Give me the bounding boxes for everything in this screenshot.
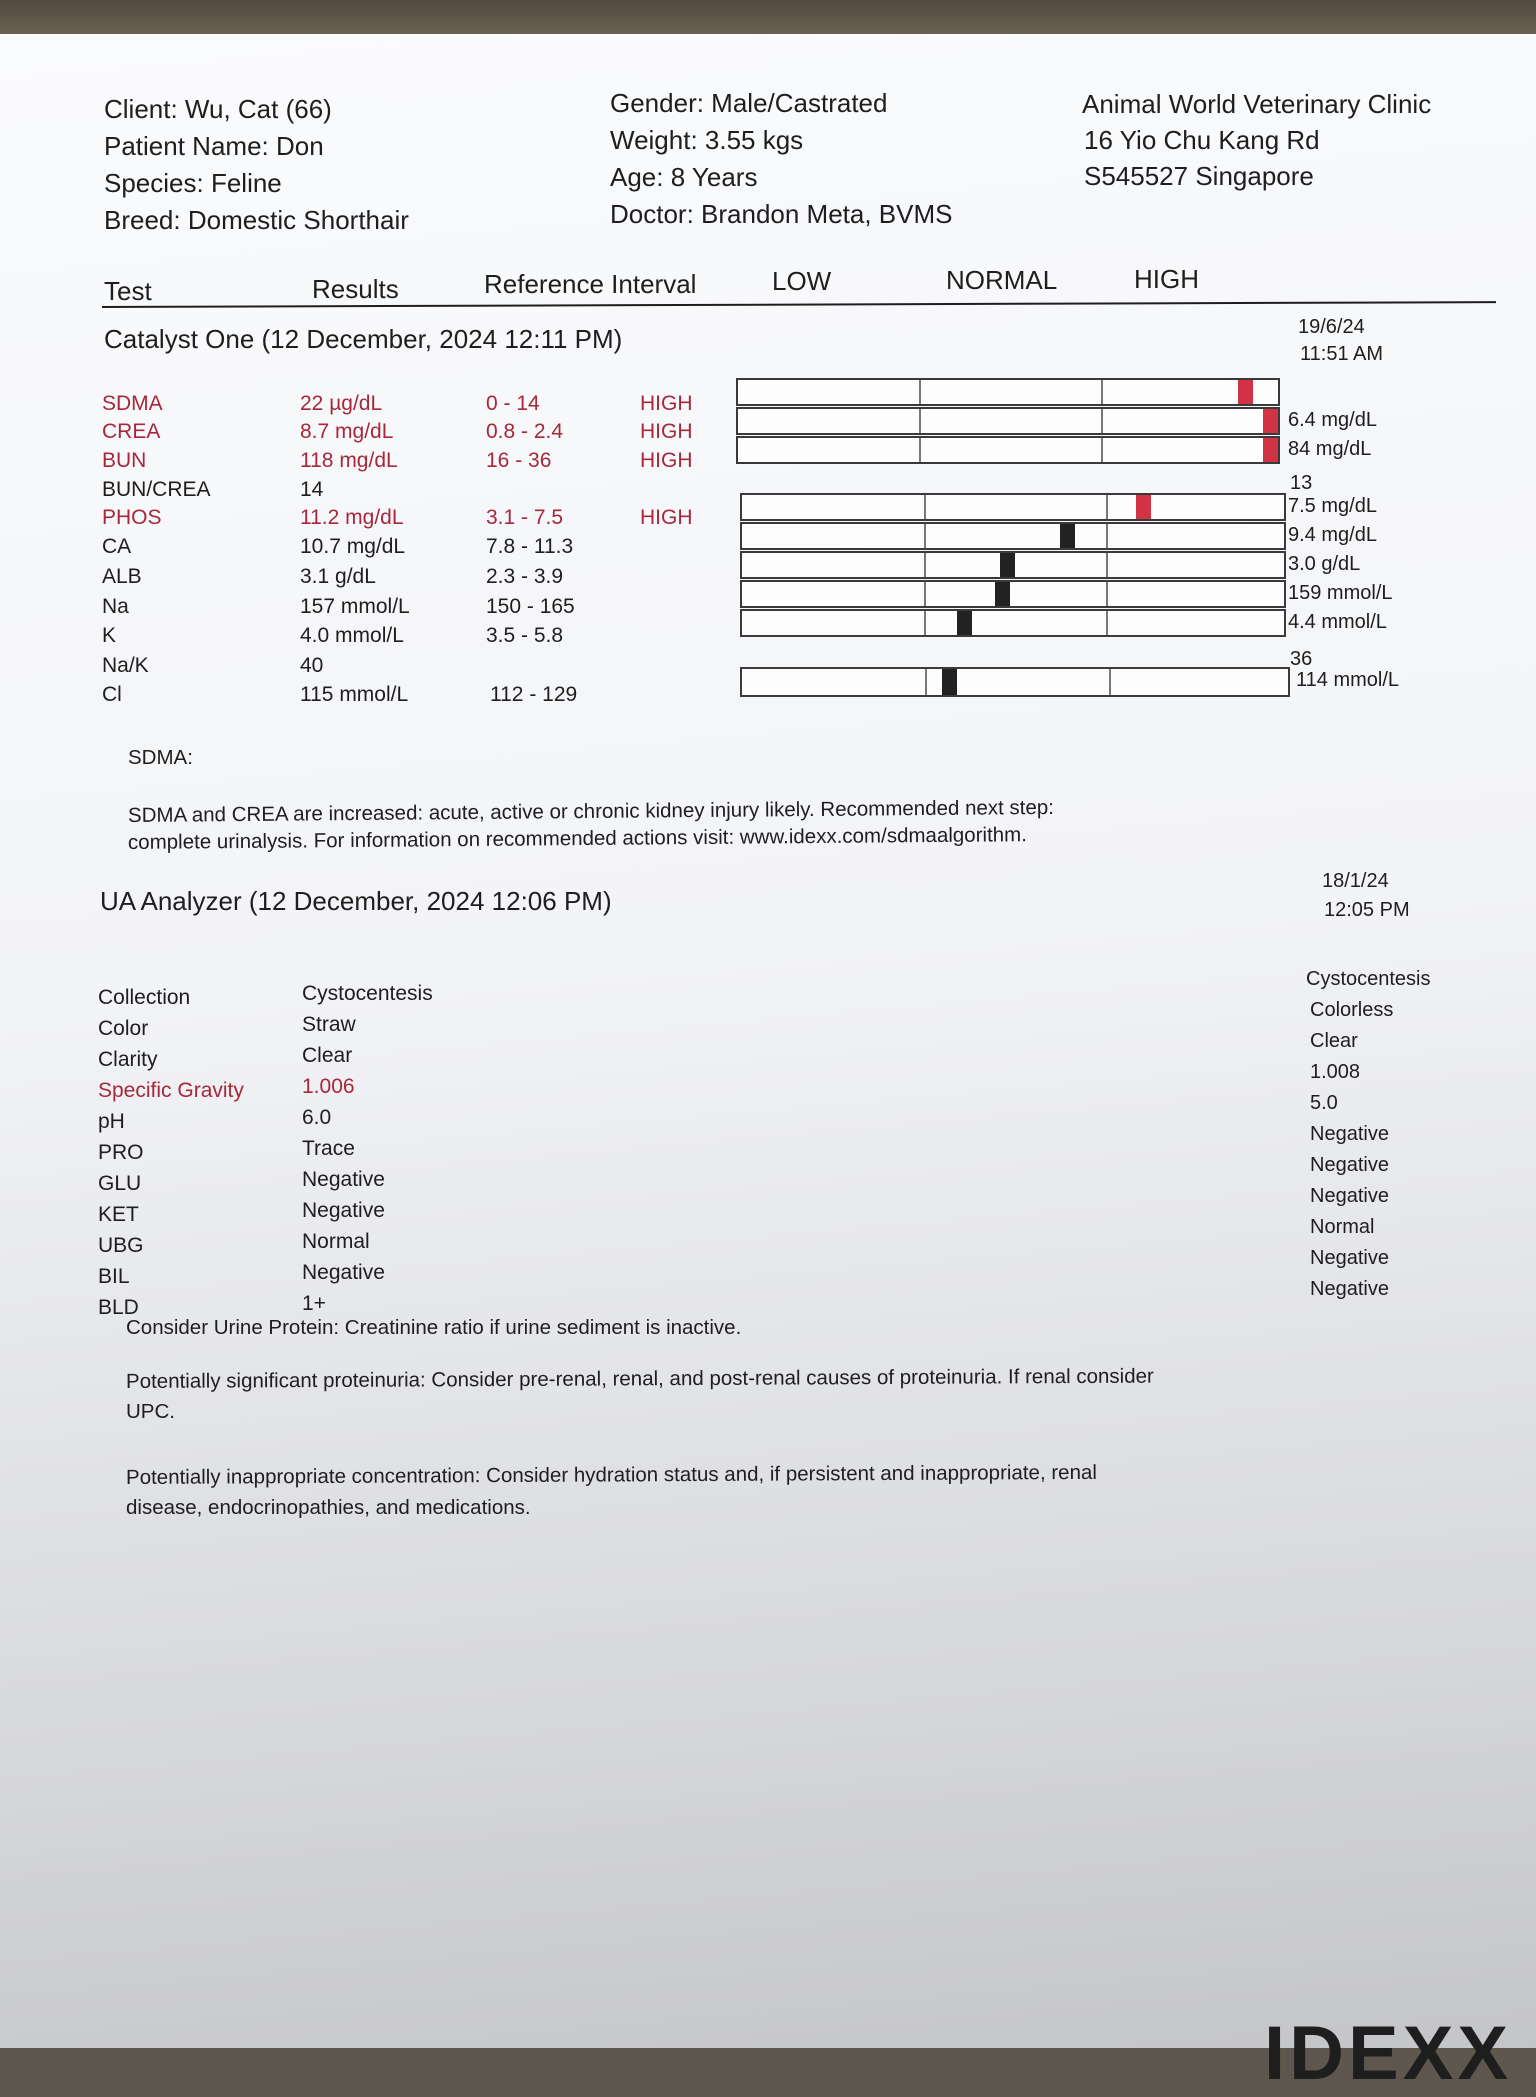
chem-previous-value: 6.4 mg/dL bbox=[1288, 409, 1377, 431]
chem-result-value: 118 mg/dL bbox=[300, 449, 398, 472]
ua-previous-value: Normal bbox=[1310, 1216, 1375, 1238]
chem-result-value: 11.2 mg/dL bbox=[300, 506, 404, 529]
chem-test-name: BUN/CREA bbox=[102, 478, 211, 501]
chem-range-bar bbox=[736, 436, 1280, 464]
range-bar-marker bbox=[957, 611, 972, 635]
chem-flag: HIGH bbox=[640, 392, 693, 415]
chem-range-bar bbox=[740, 522, 1286, 550]
chem-test-name: CA bbox=[102, 535, 132, 558]
chem-previous-value: 9.4 mg/dL bbox=[1288, 524, 1377, 546]
header-high: HIGH bbox=[1134, 264, 1199, 294]
breed-line: Breed: Domestic Shorthair bbox=[104, 205, 409, 235]
clinic-name: Animal World Veterinary Clinic bbox=[1082, 89, 1432, 119]
ua-note-3-line-2: disease, endocrinopathies, and medications. bbox=[126, 1496, 531, 1519]
urinalysis-prev-date: 18/1/24 bbox=[1322, 870, 1389, 892]
header-test: Test bbox=[104, 276, 152, 306]
ua-test-name: Specific Gravity bbox=[98, 1079, 244, 1102]
chem-result-value: 8.7 mg/dL bbox=[300, 420, 394, 443]
ua-result-value: Normal bbox=[302, 1230, 370, 1253]
ua-previous-value: Cystocentesis bbox=[1306, 968, 1431, 990]
comment-line-2: complete urinalysis. For information on recommended actions visit: www.idexx.com/sdmaalgorithm. bbox=[127, 823, 1027, 854]
ua-test-name: Collection bbox=[98, 986, 191, 1009]
ua-previous-value: Negative bbox=[1310, 1154, 1389, 1176]
chem-result-value: 40 bbox=[300, 654, 324, 677]
ua-result-value: Negative bbox=[302, 1199, 385, 1222]
range-bar-divider bbox=[919, 380, 921, 404]
chem-test-name: ALB bbox=[102, 565, 142, 588]
ua-result-value: Trace bbox=[302, 1137, 355, 1160]
chem-test-name: BUN bbox=[102, 449, 147, 472]
range-bar-divider bbox=[1101, 438, 1103, 462]
chem-reference-range: 0 - 14 bbox=[486, 392, 540, 415]
header-results: Results bbox=[312, 274, 399, 304]
ua-result-value: Clear bbox=[302, 1044, 353, 1067]
clinic-postal: S545527 Singapore bbox=[1084, 161, 1314, 191]
range-bar-divider bbox=[1106, 611, 1108, 635]
ua-result-value: 6.0 bbox=[302, 1106, 332, 1129]
ua-previous-value: 5.0 bbox=[1310, 1092, 1338, 1114]
header-low: LOW bbox=[772, 266, 832, 296]
range-bar-marker bbox=[1263, 438, 1278, 462]
ua-test-name: PRO bbox=[98, 1141, 144, 1164]
chem-test-name: K bbox=[102, 624, 117, 647]
chem-result-value: 157 mmol/L bbox=[300, 595, 410, 618]
patient-name-line: Patient Name: Don bbox=[104, 131, 324, 161]
range-bar-divider bbox=[924, 582, 926, 606]
range-bar-marker bbox=[1238, 380, 1253, 404]
client-line: Client: Wu, Cat (66) bbox=[104, 94, 332, 124]
ua-previous-value: Negative bbox=[1310, 1123, 1389, 1145]
chem-reference-range: 0.8 - 2.4 bbox=[486, 420, 564, 443]
chem-test-name: SDMA bbox=[102, 392, 163, 415]
range-bar-divider bbox=[1109, 669, 1111, 695]
chem-flag: HIGH bbox=[640, 449, 693, 472]
header-reference: Reference Interval bbox=[484, 269, 697, 299]
chem-range-bar bbox=[740, 580, 1286, 608]
ua-previous-value: Colorless bbox=[1310, 999, 1394, 1021]
chem-previous-value: 159 mmol/L bbox=[1288, 582, 1393, 604]
range-bar-divider bbox=[1101, 409, 1103, 433]
chem-reference-range: 2.3 - 3.9 bbox=[486, 565, 564, 588]
chem-range-bar bbox=[740, 493, 1286, 521]
header-normal: NORMAL bbox=[946, 265, 1058, 295]
ua-result-value: Straw bbox=[302, 1013, 356, 1036]
chemistry-title: Catalyst One (12 December, 2024 12:11 PM) bbox=[104, 324, 623, 354]
idexx-logo: IDEXX bbox=[1264, 2011, 1513, 2096]
chem-range-bar bbox=[740, 551, 1286, 579]
age-line: Age: 8 Years bbox=[610, 162, 758, 192]
chem-range-bar bbox=[740, 667, 1290, 697]
range-bar-divider bbox=[1106, 553, 1108, 577]
ua-result-value: Negative bbox=[302, 1261, 385, 1284]
ua-previous-value: Negative bbox=[1310, 1247, 1389, 1269]
ua-note-2-line-2: UPC. bbox=[126, 1400, 175, 1423]
chem-previous-value: 13 bbox=[1290, 472, 1313, 494]
range-bar-divider bbox=[919, 438, 921, 462]
range-bar-marker bbox=[995, 582, 1010, 606]
chem-previous-value: 114 mmol/L bbox=[1296, 669, 1400, 691]
ua-test-name: pH bbox=[98, 1110, 125, 1133]
chem-previous-value: 7.5 mg/dL bbox=[1288, 495, 1377, 517]
urinalysis-prev-time: 12:05 PM bbox=[1324, 899, 1410, 921]
range-bar-divider bbox=[925, 669, 927, 695]
ua-previous-value: Clear bbox=[1310, 1030, 1358, 1052]
comment-line-1: SDMA and CREA are increased: acute, active or chronic kidney injury likely. Recommended next step: bbox=[127, 795, 1055, 827]
chem-result-value: 115 mmol/L bbox=[300, 683, 409, 706]
chem-reference-range: 112 - 129 bbox=[490, 683, 578, 706]
chem-result-value: 14 bbox=[300, 478, 324, 501]
range-bar-divider bbox=[919, 409, 921, 433]
chem-reference-range: 7.8 - 11.3 bbox=[486, 535, 574, 558]
chem-result-value: 10.7 mg/dL bbox=[300, 535, 406, 558]
chemistry-prev-time: 11:51 AM bbox=[1300, 343, 1384, 365]
chem-range-bar bbox=[736, 407, 1280, 435]
gender-line: Gender: Male/Castrated bbox=[610, 88, 888, 118]
species-line: Species: Feline bbox=[104, 168, 282, 198]
range-bar-marker bbox=[1000, 553, 1015, 577]
weight-line: Weight: 3.55 kgs bbox=[610, 125, 804, 155]
chem-flag: HIGH bbox=[640, 506, 693, 529]
range-bar-divider bbox=[1101, 380, 1103, 404]
chem-test-name: CREA bbox=[102, 420, 161, 443]
range-bar-marker bbox=[942, 669, 957, 695]
chem-test-name: Na/K bbox=[102, 654, 149, 677]
lab-report-page bbox=[0, 34, 1536, 2048]
urinalysis-title: UA Analyzer (12 December, 2024 12:06 PM) bbox=[100, 886, 612, 916]
doctor-line: Doctor: Brandon Meta, BVMS bbox=[610, 199, 953, 229]
ua-previous-value: Negative bbox=[1310, 1278, 1389, 1300]
ua-previous-value: Negative bbox=[1310, 1185, 1389, 1207]
ua-result-value: Negative bbox=[302, 1168, 385, 1191]
ua-test-name: BLD bbox=[98, 1296, 139, 1319]
range-bar-marker bbox=[1136, 495, 1151, 519]
chem-range-bar bbox=[740, 609, 1286, 637]
range-bar-marker bbox=[1060, 524, 1075, 548]
ua-result-value: 1.006 bbox=[302, 1075, 355, 1098]
chem-test-name: Na bbox=[102, 595, 129, 618]
range-bar-divider bbox=[1106, 524, 1108, 548]
range-bar-divider bbox=[1106, 582, 1108, 606]
chemistry-prev-date: 19/6/24 bbox=[1298, 316, 1365, 338]
ua-note-1: Consider Urine Protein: Creatinine ratio if urine sediment is inactive. bbox=[126, 1316, 742, 1339]
range-bar-divider bbox=[924, 611, 926, 635]
chem-test-name: Cl bbox=[102, 683, 122, 706]
ua-result-value: Cystocentesis bbox=[302, 982, 433, 1005]
chem-previous-value: 4.4 mmol/L bbox=[1288, 611, 1387, 633]
ua-test-name: GLU bbox=[98, 1172, 142, 1195]
range-bar-marker bbox=[1263, 409, 1278, 433]
chem-result-value: 22 µg/dL bbox=[300, 392, 383, 415]
chem-flag: HIGH bbox=[640, 420, 693, 443]
range-bar-divider bbox=[924, 524, 926, 548]
ua-note-3-line-1: Potentially inappropriate concentration: Consider hydration status and, if persistent and inappropriate, renal bbox=[125, 1460, 1097, 1489]
chem-result-value: 4.0 mmol/L bbox=[300, 624, 404, 647]
chem-reference-range: 16 - 36 bbox=[486, 449, 552, 472]
chem-previous-value: 36 bbox=[1290, 648, 1313, 670]
ua-test-name: UBG bbox=[98, 1234, 144, 1257]
ua-test-name: BIL bbox=[98, 1265, 130, 1288]
ua-note-2-line-1: Potentially significant proteinuria: Consider pre-renal, renal, and post-renal causes of proteinuria. If renal consider bbox=[125, 1364, 1154, 1393]
ua-previous-value: 1.008 bbox=[1310, 1061, 1361, 1083]
ua-test-name: KET bbox=[98, 1203, 139, 1226]
ua-result-value: 1+ bbox=[302, 1292, 326, 1315]
chem-previous-value: 84 mg/dL bbox=[1288, 438, 1372, 460]
chem-reference-range: 150 - 165 bbox=[486, 595, 575, 618]
chem-previous-value: 3.0 g/dL bbox=[1288, 553, 1361, 575]
chem-result-value: 3.1 g/dL bbox=[300, 565, 376, 588]
range-bar-divider bbox=[1106, 495, 1108, 519]
ua-test-name: Clarity bbox=[98, 1048, 158, 1071]
chem-range-bar bbox=[736, 378, 1280, 406]
range-bar-divider bbox=[924, 495, 926, 519]
ua-test-name: Color bbox=[98, 1017, 149, 1040]
chem-reference-range: 3.5 - 5.8 bbox=[486, 624, 564, 647]
range-bar-divider bbox=[924, 553, 926, 577]
clinic-address: 16 Yio Chu Kang Rd bbox=[1084, 125, 1320, 155]
chem-test-name: PHOS bbox=[102, 506, 162, 529]
chem-reference-range: 3.1 - 7.5 bbox=[486, 506, 564, 529]
comment-heading: SDMA: bbox=[128, 746, 193, 769]
